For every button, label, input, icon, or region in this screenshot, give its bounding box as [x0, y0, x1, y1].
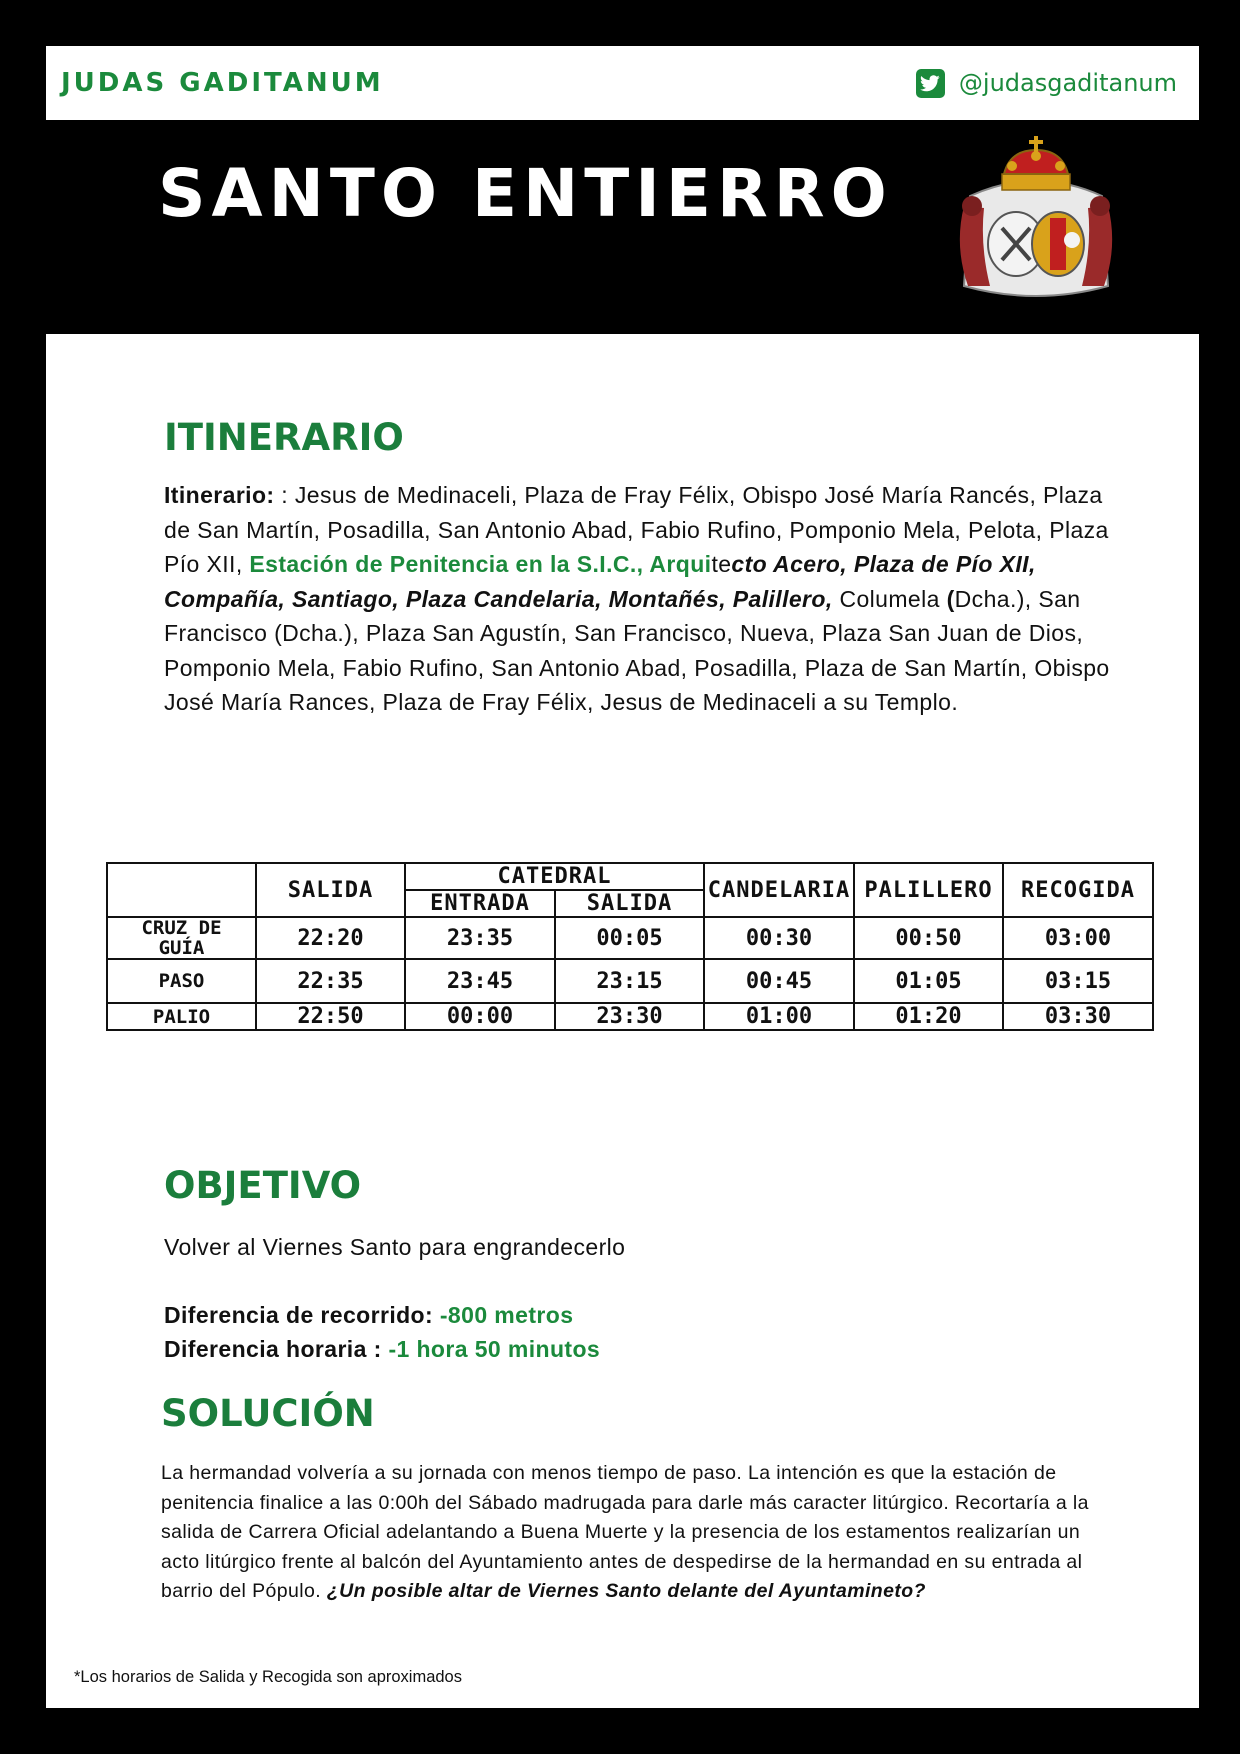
- table-row: [107, 917, 1153, 959]
- twitter-handle: @judasgaditanum: [958, 69, 1177, 97]
- schedule-table: [106, 862, 1154, 1031]
- brand-name: JUDAS GADITANUM: [61, 68, 384, 98]
- header-entrada: ENTRADA: [405, 890, 555, 917]
- cell-time: 22:50: [256, 1003, 405, 1030]
- diff-horaria-label: Diferencia horaria :: [164, 1336, 382, 1362]
- solucion-text: [161, 1459, 1121, 1607]
- itinerario-text: [164, 478, 1124, 720]
- solucion-heading: SOLUCIÓN: [161, 1392, 375, 1435]
- header-recogida: RECOGIDA: [1003, 863, 1153, 917]
- cell-time: 01:05: [854, 959, 1003, 1003]
- table-row: [107, 959, 1153, 1003]
- row-label-line-2: GUÍA: [158, 937, 205, 959]
- header-palillero: PALILLERO: [854, 863, 1003, 917]
- coat-of-arms-icon: [950, 136, 1122, 314]
- row-label-line-1: CRUZ DE: [141, 917, 222, 939]
- diff-recorrido-value: -800 metros: [439, 1302, 574, 1328]
- cell-time: 00:05: [555, 917, 704, 959]
- diff-recorrido-label: Diferencia de recorrido:: [164, 1302, 434, 1328]
- solucion-body: La hermandad volvería a su jornada con menos tiempo de paso. La intención es que la estación de penitencia finalice a las 0:00h del Sábado madrugada para darle más caracter litúrgico. Recortaría a la salida de Carrera Oficial adelantando a Buena Muerte y la presencia de los estamentos realizarían un acto litúrgico frente al balcón del Ayuntamiento antes de despedirse de la hermandad en su entrada al barrio del Pópulo.: [161, 1462, 1089, 1602]
- header-candelaria: CANDELARIA: [704, 863, 854, 917]
- top-bar: [46, 46, 1199, 120]
- cell-time: 01:20: [854, 1003, 1003, 1030]
- cell-time: 00:30: [704, 917, 854, 959]
- cell-time: 03:30: [1003, 1003, 1153, 1030]
- cell-time: 22:20: [256, 917, 405, 959]
- cell-time: 00:45: [704, 959, 854, 1003]
- content-panel: [46, 334, 1199, 1708]
- estacion-penitencia-text: Estación de Penitencia en la S.I.C., Arqui: [249, 551, 712, 577]
- objetivo-heading: OBJETIVO: [164, 1164, 362, 1207]
- cell-time: 00:00: [405, 1003, 555, 1030]
- itinerario-paren: (: [946, 585, 955, 612]
- header-catedral-salida: SALIDA: [555, 890, 704, 917]
- itinerario-route-part-1: : Jesus de Medinaceli, Plaza de Fray Félix, Obispo José María Rancés, Plaza de San Martín, Posadilla, San Antonio Abad, Fabio Rufino, Pomponio Mela, Pelota, Plaza Pío XII,: [164, 482, 1109, 577]
- footnote: *Los horarios de Salida y Recogida son aproximados: [74, 1668, 462, 1686]
- cell-time: 23:35: [405, 917, 555, 959]
- objetivo-text: Volver al Viernes Santo para engrandecerlo: [164, 1234, 626, 1260]
- diff-horaria-value: -1 hora 50 minutos: [388, 1336, 601, 1362]
- header-catedral: CATEDRAL: [405, 863, 704, 890]
- table-header-row: [107, 863, 1153, 890]
- twitter-link[interactable]: [916, 69, 1177, 98]
- itinerario-heading: ITINERARIO: [164, 416, 404, 459]
- row-label-cruz-de-guia: [107, 917, 256, 959]
- cell-time: 03:00: [1003, 917, 1153, 959]
- cell-time: 00:50: [854, 917, 1003, 959]
- twitter-icon: [916, 69, 945, 98]
- page-title: SANTO ENTIERRO: [158, 155, 893, 232]
- cell-time: 22:35: [256, 959, 405, 1003]
- diff-horaria: [164, 1336, 600, 1363]
- itinerario-route-part-2: Columela: [832, 585, 947, 612]
- itinerario-route-bold: cto Acero, Plaza de Pío XII, Compañía, Santiago, Plaza Candelaria, Montañés, Palillero,: [164, 551, 1036, 612]
- cell-time: 01:00: [704, 1003, 854, 1030]
- cell-time: 23:45: [405, 959, 555, 1003]
- cell-time: 23:30: [555, 1003, 704, 1030]
- row-label-paso: PASO: [107, 959, 256, 1003]
- solucion-question: ¿Un posible altar de Viernes Santo delante del Ayuntamineto?: [326, 1580, 926, 1602]
- cell-time: 23:15: [555, 959, 704, 1003]
- itinerario-label: Itinerario:: [164, 482, 275, 508]
- header-salida: SALIDA: [256, 863, 405, 917]
- cell-time: 03:15: [1003, 959, 1153, 1003]
- table-row: [107, 1003, 1153, 1030]
- row-label-palio: PALIO: [107, 1003, 256, 1030]
- diff-recorrido: [164, 1302, 573, 1329]
- header-empty-cell: [107, 863, 256, 917]
- itinerario-te: te: [711, 551, 732, 577]
- itinerario-route-part-3: Dcha.), San Francisco (Dcha.), Plaza San Agustín, San Francisco, Nueva, Plaza San Juan de Dios, Pomponio Mela, Fabio Rufino, San Antonio Abad, Posadilla, Plaza de San Martín, Obispo José María Rances, Plaza de Fray Félix, Jesus de Medinaceli a su Templo.: [164, 585, 1110, 715]
